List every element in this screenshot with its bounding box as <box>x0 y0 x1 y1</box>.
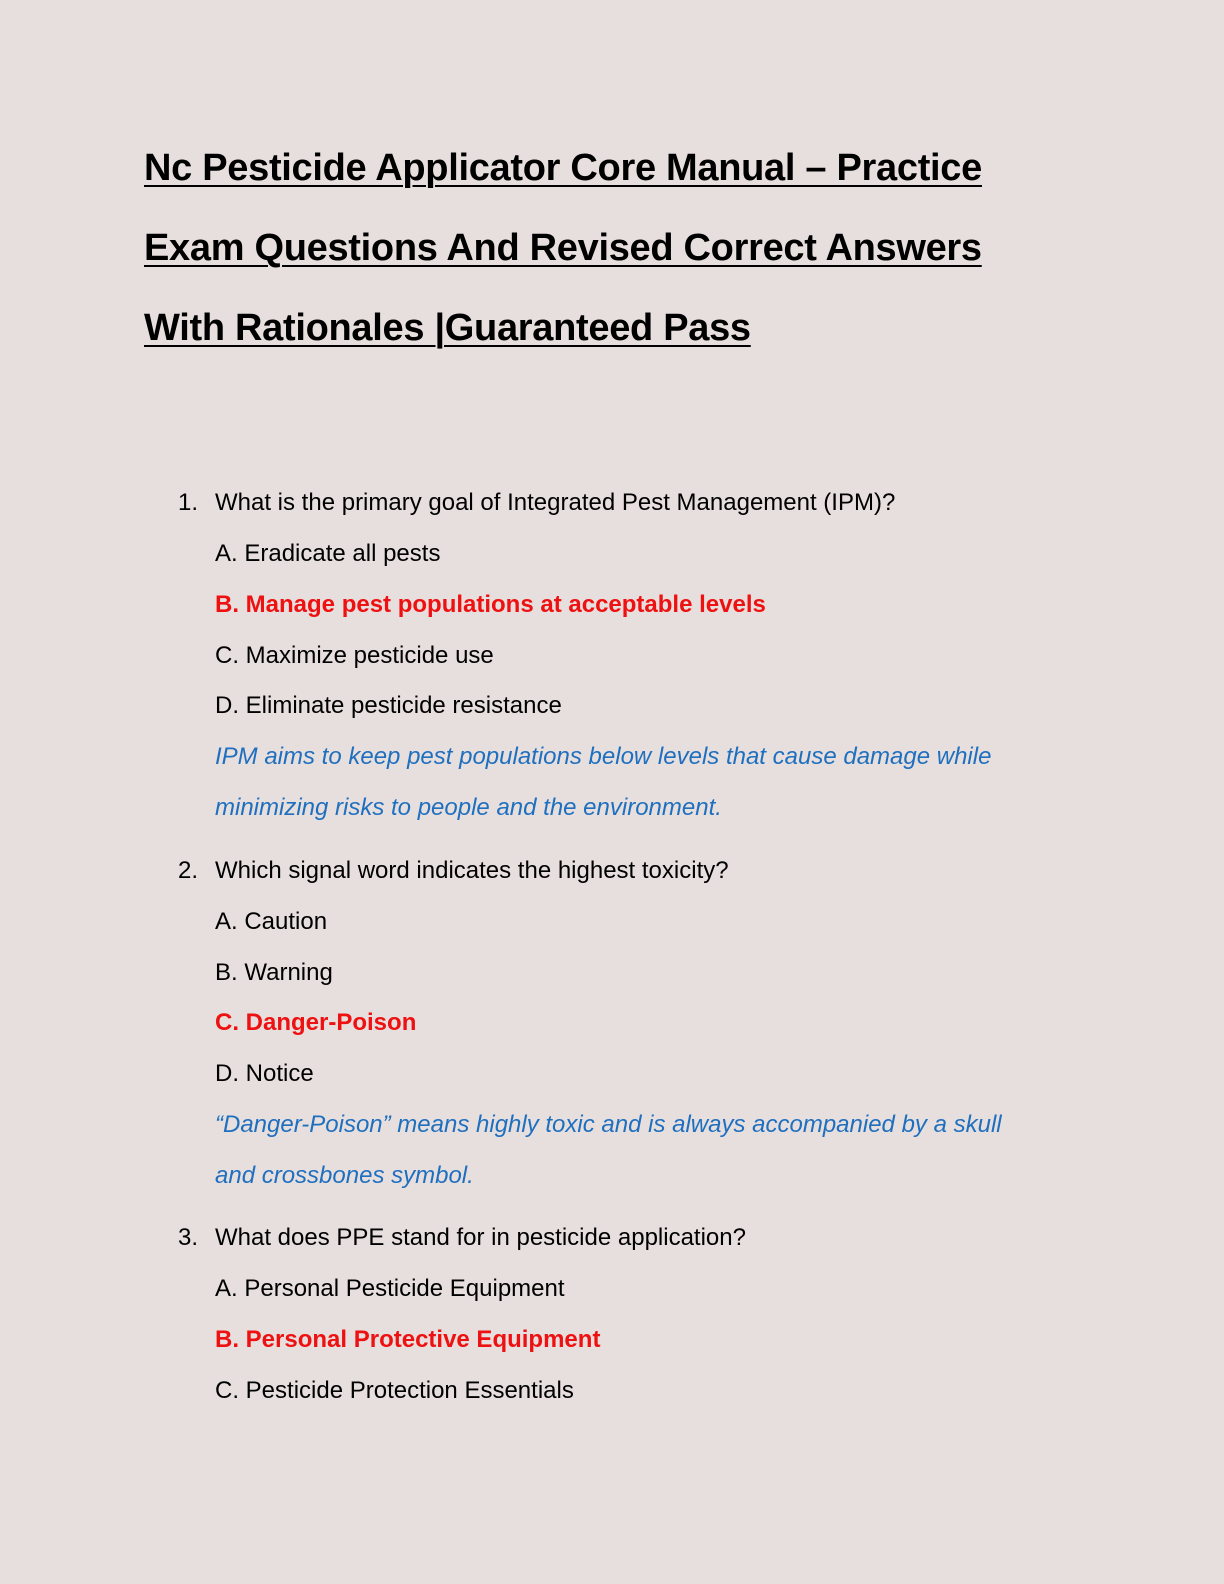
answer-option-d: D. Eliminate pesticide resistance <box>215 692 562 719</box>
answer-option-d: D. Notice <box>215 1060 314 1087</box>
question-number: 2. <box>178 857 199 884</box>
title-line-1: Nc Pesticide Applicator Core Manual – Practice <box>144 147 982 189</box>
question-number: 3. <box>178 1224 199 1251</box>
rationale-line-2: minimizing risks to people and the environment. <box>215 794 722 821</box>
question-number: 1. <box>178 489 199 516</box>
answer-option-a: A. Eradicate all pests <box>215 540 441 567</box>
answer-option-c-correct: C. Danger-Poison <box>215 1009 417 1036</box>
question-text: What is the primary goal of Integrated Pest Management (IPM)? <box>215 489 896 516</box>
question-text: What does PPE stand for in pesticide application? <box>215 1224 746 1251</box>
answer-option-b-correct: B. Manage pest populations at acceptable levels <box>215 591 766 618</box>
question-text: Which signal word indicates the highest toxicity? <box>215 857 729 884</box>
answer-option-a: A. Caution <box>215 908 328 935</box>
answer-option-c: C. Maximize pesticide use <box>215 642 494 669</box>
answer-option-b-correct: B. Personal Protective Equipment <box>215 1326 601 1353</box>
rationale-line-2: and crossbones symbol. <box>215 1162 474 1189</box>
answer-option-a: A. Personal Pesticide Equipment <box>215 1275 565 1302</box>
title-line-2: Exam Questions And Revised Correct Answers <box>144 227 982 269</box>
answer-option-c: C. Pesticide Protection Essentials <box>215 1377 574 1404</box>
rationale-line-1: “Danger-Poison” means highly toxic and is always accompanied by a skull <box>215 1111 1002 1138</box>
title-line-3: With Rationales |Guaranteed Pass <box>144 307 751 349</box>
answer-option-b: B. Warning <box>215 959 333 986</box>
rationale-line-1: IPM aims to keep pest populations below levels that cause damage while <box>215 743 992 770</box>
